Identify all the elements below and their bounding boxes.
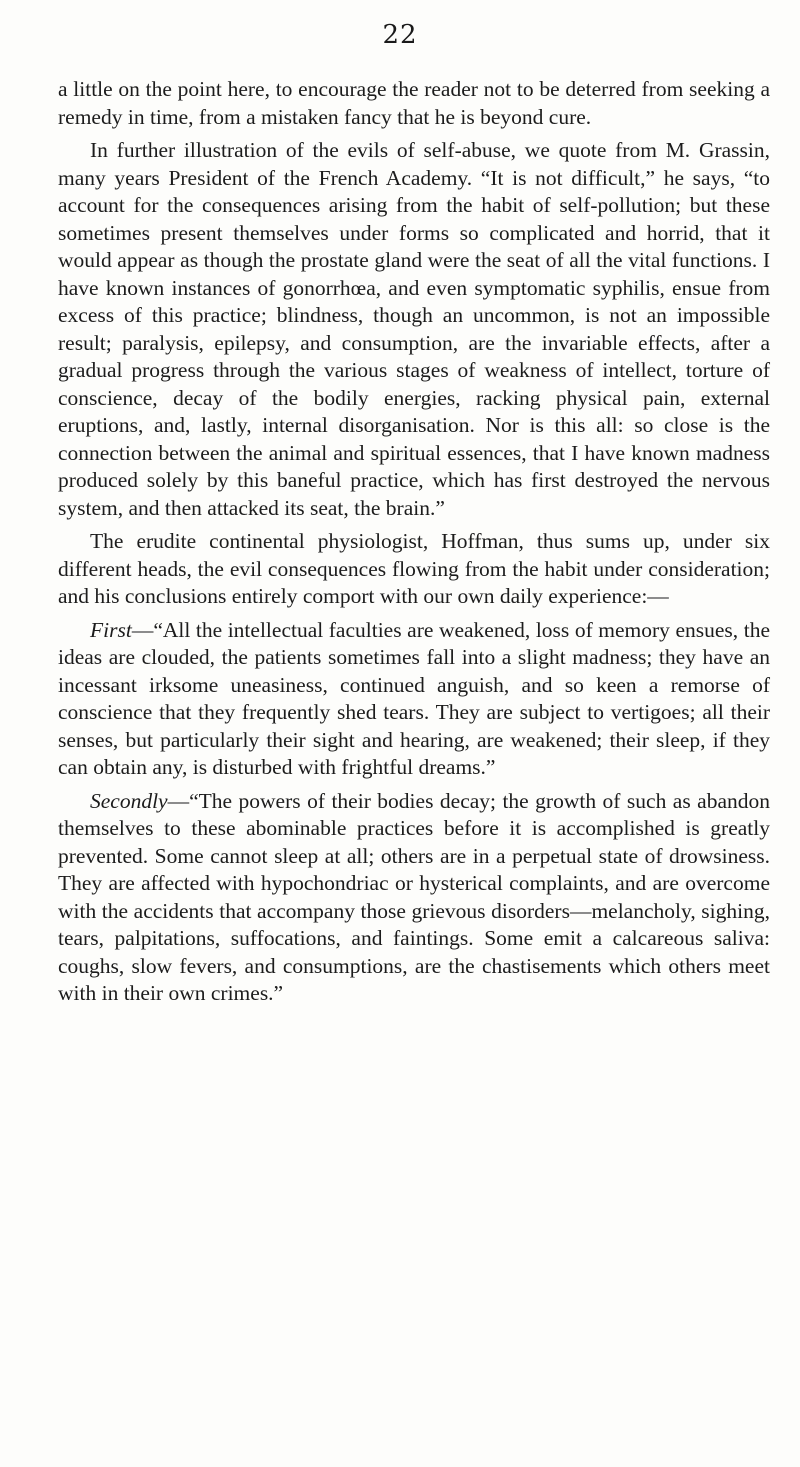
paragraph-text: —“The powers of their bodies decay; the growth of such as abandon themselves to these abominable practices before it is accomplished is greatly prevented. Some cannot sleep at all; others are in a perpetual state of drowsiness. They are affected with hypochondriac or hysterical complaints, and are overcome with the accidents that accompany those grievous disorders—melancholy, sighing, tears, palpitations, suffocations, and faintings. Some emit a calcareous saliva: coughs, slow fevers, and consumptions, are the chastisements which others meet with in their own crimes.” — [58, 788, 770, 1005]
paragraph-intro — [58, 76, 770, 131]
page-number: 22 — [382, 20, 418, 50]
paragraph-lead: First — [90, 617, 132, 642]
paragraph-secondly — [58, 788, 770, 1008]
paragraph-grassin-quote — [58, 137, 770, 522]
paragraph-text: The erudite continental physiologist, Hoffman, thus sums up, under six different heads, the evil consequences flowing from the habit under consideration; and his conclusions entirely comport with our own daily experience:— — [58, 529, 770, 608]
paragraph-hoffman-intro — [58, 528, 770, 611]
body-text — [58, 76, 770, 1008]
paragraph-text: In further illustration of the evils of self-abuse, we quote from M. Grassin, many years President of the French Academy. “It is not difficult,” he says, “to account for the consequences arising from the habit of self-pollution; but these sometimes present themselves under forms so complicated and horrid, that it would appear as though the prostate gland were the seat of all the vital functions. I have known instances of gonorrhœa, and even symptomatic syphilis, ensue from excess of this practice; blindness, though an uncommon, is not an impossible result; paralysis, epilepsy, and consumption, are the invariable effects, after a gradual progress through the various stages of weakness of intellect, torture of conscience, decay of the bodily energies, racking physical pain, external eruptions, and, lastly, internal disorganisation. Nor is this all: so close is the connection between the animal and spiritual essences, that I have known madness produced solely by this baneful practice, which has first destroyed the nervous system, and then attacked its seat, the brain.” — [58, 138, 770, 520]
paragraph-text: —“All the intellectual faculties are weakened, loss of memory ensues, the ideas are clouded, the patients sometimes fall into a slight madness; they have an incessant irksome uneasiness, continued anguish, and so keen a remorse of conscience that they frequently shed tears. They are subject to vertigoes; all their senses, but particularly their sight and hearing, are weakened; their sleep, if they can obtain any, is disturbed with frightful dreams.” — [58, 617, 770, 779]
paragraph-first — [58, 617, 770, 782]
paragraph-text: a little on the point here, to encourage the reader not to be deterred from seeking a remedy in time, from a mistaken fancy that he is beyond cure. — [58, 77, 770, 129]
paragraph-lead: Secondly — [90, 788, 168, 813]
